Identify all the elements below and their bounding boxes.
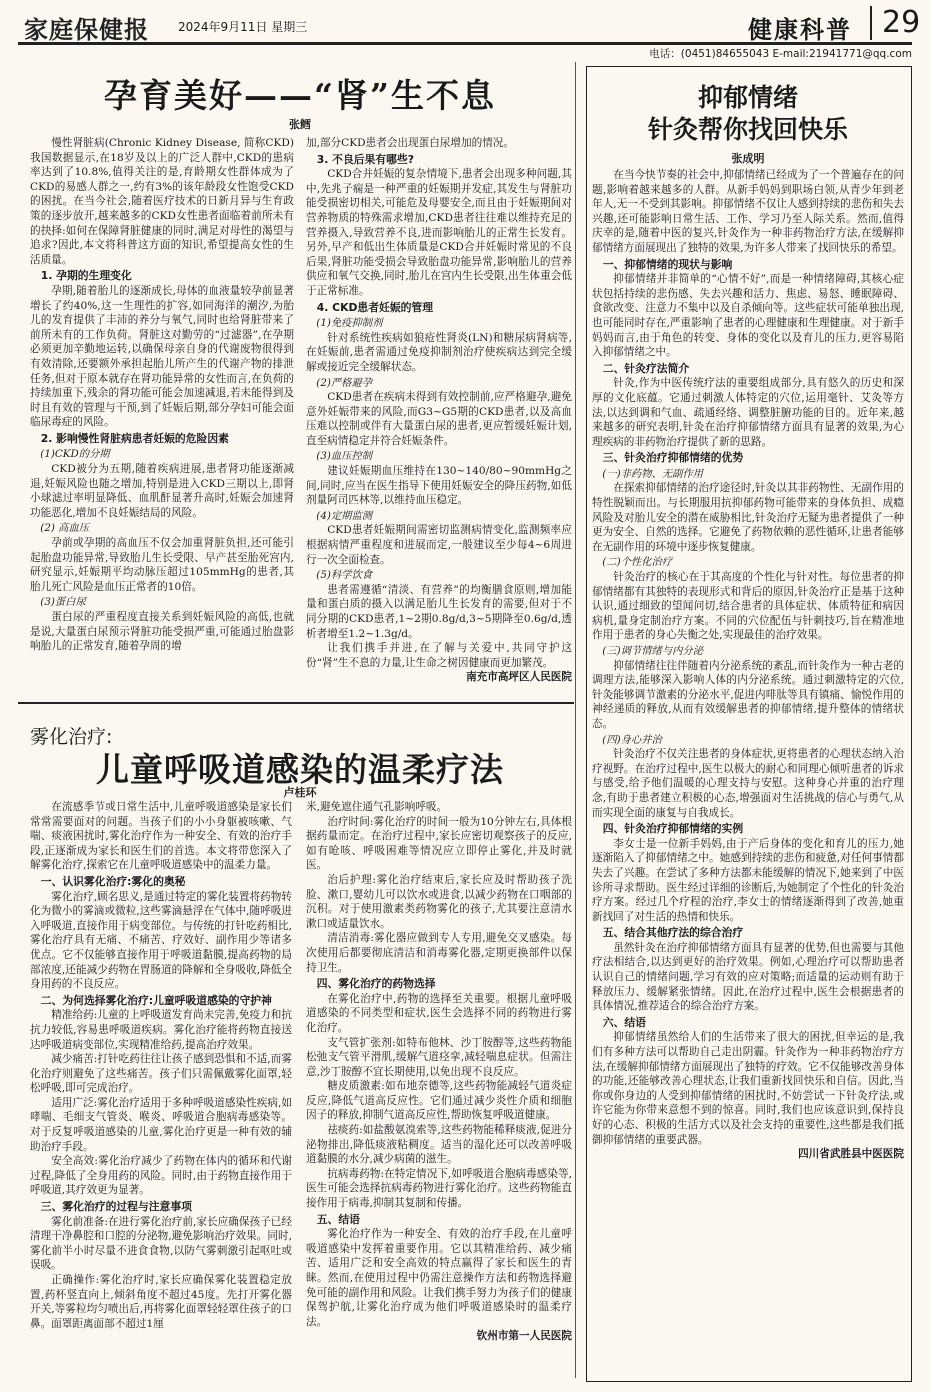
paragraph: 孕前或孕期的高血压不仅会加重肾脏负担,还可能引起胎盘功能异常,导致胎儿生长受限、早产甚至胎死宫内,研究显示,妊娠期平均动脉压超过105mmHg的患者,其胎儿死亡风险是血压正常者的10倍。 — [30, 537, 294, 593]
paragraph: 米,避免遮住通气孔影响呼吸。 — [306, 801, 448, 813]
section-heading: 四、雾化治疗的药物选择 — [316, 977, 436, 991]
article-1-title: 孕育美好——“肾”生不息 — [104, 76, 496, 115]
paragraph: 正确操作:雾化治疗时,家长应确保雾化装置稳定放置,药杯竖直向上,倾斜角度不超过45度。先打开雾化器开关,等雾粒均匀喷出后,再将雾化面罩轻轻罩住孩子的口鼻。面罩距离面部不超过1厘 — [30, 1274, 292, 1330]
paragraph: 患者需遵循“清淡、有营养”的均衡膳食原则,增加能量和蛋白质的摄入以满足胎儿生长发育的需要,但对于不同分期的CKD患者,1~2期0.8g/d,3~5期降至0.6g/d,透析者增至1.2~1.3g/d。 — [306, 583, 572, 640]
subsection-heading: (2)严格避孕 — [316, 376, 373, 389]
subsection-heading: (三)调节情绪与内分泌 — [602, 645, 704, 657]
section-heading: 3. 不良后果有哪些? — [316, 152, 415, 166]
paragraph: 孕期,随着胎儿的逐渐成长,母体的血液量较孕前显著增长了约40%,这一生理性的扩容,如同海洋的潮汐,为胎儿的发育提供了丰沛的养分与氧气,同时也给肾脏带来了前所未有的工作负荷。肾脏这对勤劳的“过滤器”,在孕期必须更加辛勤地运转,以确保母亲自身的代谢废物很得到有效清除,还要额外承担起胎儿所产生的代谢产物的排泄任务,但对于原本就存在肾功能异常的女性而言,在负荷的持续加重下,残余的肾功能可能会加速减退,若未能得到及时且有效的管理与干预,到了妊娠后期,部分孕妇可能会面临尿毒症的风险。 — [30, 284, 294, 429]
contact-info: 电话：(0451)84655043 E-mail:21941771@qq.com — [649, 48, 912, 60]
subsection-heading: (1)免疫抑制剂 — [316, 317, 383, 330]
subsection-heading: (2) 高血压 — [40, 522, 90, 535]
article-3-title-line-2: 针灸帮你找回快乐 — [647, 115, 848, 144]
paragraph: CKD患者妊娠期间需密切监测病情变化,监测频率应根据病情严重程度和进展而定,一般建议至少每4~6周进行一次全面检查。 — [306, 524, 572, 566]
article-2-kicker: 雾化治疗: — [30, 726, 113, 748]
section-heading: 五、结语 — [316, 1212, 360, 1226]
section-heading: 二、为何选择雾化治疗:儿童呼吸道感染的守护神 — [40, 993, 272, 1007]
paragraph: CKD合并妊娠的复杂情境下,患者会出现多种问题,其中,先兆子痫是一种严重的妊娠期并发症,其发生与肾脏功能受损密切相关,可能危及母婴安全,而且由于妊娠期间对营养物质的特殊需求增加,CKD患者往往难以维持充足的营养摄入,导致营养不良,进而影响胎儿的正常生长发育。另外,早产和低出生体质量是CKD合并妊娠时常见的不良后果,肾脏功能受损会导致胎盘功能异常,影响胎儿的营养供应和氧气交换,同时,胎儿在宫内生长受限,出生体重会低于正常标准。 — [306, 168, 572, 297]
subsection-heading: (一)非药物、无副作用 — [602, 467, 704, 480]
paragraph: 针灸治疗不仅关注患者的身体症状,更将患者的心理状态纳入治疗视野。在治疗过程中,医生以极大的耐心和同理心倾听患者的诉求与感受,给予他们温暖的心理支持与安慰。这种身心并重的治疗理念,有助于患者建立积极的心态,增强面对生活挑战的信心与勇气,从而实现全面的康复与自我成长。 — [592, 748, 904, 819]
section-heading: 二、针灸疗法简介 — [602, 361, 690, 375]
paragraph: 李女士是一位新手妈妈,由于产后身体的变化和育儿的压力,她逐渐陷入了抑郁情绪之中。她感到持续的悲伤和疲惫,对任何事情都失去了兴趣。在尝试了多种方法都未能缓解的情况下,她来到了中医诊所寻求帮助。医生经过详细的诊断后,为她制定了个性化的针灸治疗方案。经过几个疗程的治疗,李女士的情绪逐渐得到了改善,她重新找回了对生活的热情和快乐。 — [592, 837, 904, 923]
paragraph: 针对系统性疾病如狼疮性肾炎(LN)和糖尿病肾病等,在妊娠前,患者需通过免疫抑制剂治疗使疾病达到完全缓解或接近完全缓解状态。 — [306, 331, 572, 373]
paragraph: 建议妊娠期血压维持在130~140/80~90mmHg之间,同时,应当在医生指导下使用妊娠安全的降压药物,如低剂量阿司匹林等,以维持血压稳定。 — [306, 465, 572, 507]
paragraph: CKD患者在疾病未得到有效控制前,应严格避孕,避免意外妊娠带来的风险,而G3~G5期的CKD患者,以及高血压难以控制或伴有大量蛋白尿的患者,更应暂缓妊娠计划,直至病情稳定并符合妊娠条件。 — [306, 391, 572, 447]
paragraph: 虽然针灸在治疗抑郁情绪方面具有显著的优势,但也需要与其他疗法相结合,以达到更好的治疗效果。例如,心理治疗可以帮助患者认识自己的情绪问题,学习有效的应对策略;而适量的运动则有助于释放压力、缓解紧张情绪。因此,在治疗过程中,医生会根据患者的具体情况,推荐适合的综合治疗方案。 — [592, 941, 904, 1013]
section-heading: 1. 孕期的生理变化 — [40, 269, 132, 283]
masthead — [18, 5, 921, 44]
paragraph: 在流感季节或日常生活中,儿童呼吸道感染是家长们常常需要面对的问题。当孩子们的小小身躯被咳嗽、气喘、痰液困扰时,雾化治疗作为一种安全、有效的治疗手段,正逐渐成为家长和医生们的首选。本文将带您深入了解雾化治疗,探索它在儿童呼吸道感染中的温柔力量。 — [30, 801, 292, 872]
paragraph: 加,部分CKD患者会出现蛋白尿增加的情况。 — [306, 137, 514, 149]
paragraph: 雾化治疗作为一种安全、有效的治疗手段,在儿童呼吸道感染中发挥着重要作用。它以其精准给药、减少痛苦、适用广泛和安全高效的特点赢得了家长和医生的青睐。然而,在使用过程中仍需注意操作方法和药物选择避免可能的副作用和风险。让我们携手努力为孩子们的健康保驾护航,让雾化治疗成为他们呼吸道感染时的温柔疗法。 — [306, 1228, 572, 1328]
article-2-author: 卢桂环 — [283, 786, 317, 799]
subsection-heading: (4)定期监测 — [316, 509, 373, 522]
paragraph: 抗病毒药物:在特定情况下,如呼吸道合胞病毒感染等,医生可能会选择抗病毒药物进行雾化治疗。这些药物能直接作用于病毒,抑制其复制和传播。 — [306, 1167, 572, 1210]
paragraph: 治疗时间:雾化治疗的时间一般为10分钟左右,具体根据药量而定。在治疗过程中,家长应密切观察孩子的反应,如有呛咳、呼吸困难等情况应立即停止雾化,并及时就医。 — [306, 815, 572, 872]
paragraph: 在雾化治疗中,药物的选择至关重要。根据儿童呼吸道感染的不同类型和症状,医生会选择不同的药物进行雾化治疗。 — [306, 992, 572, 1034]
subsection-heading: (四)身心并治 — [602, 733, 662, 746]
paragraph: 抑郁情绪并非简单的“心情不好”,而是一种情绪障碍,其核心症状包括持续的悲伤感、失去兴趣和活力、焦虑、易怒、睡眠障碍、食欲改变、注意力不集中以及自杀倾向等。这些症状可能单独出现,也可能同时存在,严重影响了患者的心理健康和生理健康。对于新手妈妈而言,由于角色的转变、身体的变化以及育儿的压力,更容易陷入抑郁情绪之中。 — [592, 273, 904, 359]
issue-date: 2024年9月11日 星期三 — [178, 20, 308, 34]
section-heading: 4. CKD患者妊娠的管理 — [316, 300, 433, 314]
paragraph: 精准给药:儿童的上呼吸道发育尚未完善,免疫力和抗抗力较低,容易患呼吸道疾病。雾化治疗能将药物直接送达呼吸道病变部位,实现精准给药,提高治疗效果。 — [30, 1009, 292, 1051]
article-2-column-2 — [306, 800, 572, 1372]
author-affiliation: 四川省武胜县中医医院 — [798, 1148, 904, 1161]
section-heading: 四、针灸治疗抑郁情绪的实例 — [602, 822, 744, 836]
section-heading: 2. 影响慢性肾脏病患者妊娠的危险因素 — [40, 431, 229, 445]
paragraph: 雾化治疗,顾名思义,是通过特定的雾化装置将药物转化为微小的雾滴或微粒,这些雾滴悬浮在气体中,随呼吸进入呼吸道,直接作用于病变部位。与传统的打针吃药相比,雾化治疗具有无痛、不痛苦、疗效好、副作用少等诸多优点。它不仅能够直接作用于呼吸道黏膜,提高药物的局部浓度,还能减少药物在胃肠道的降解和全身吸收,降低全身用药的不良反应。 — [30, 890, 292, 991]
paragraph: CKD被分为五期,随着疾病进展,患者肾功能逐渐减退,妊娠风险也随之增加,特别是进入CKD三期以上,即肾小球滤过率明显降低、血肌酐显著升高时,妊娠会加速肾功能恶化,增加不良妊娠结局的风险。 — [30, 463, 294, 519]
section-heading: 三、针灸治疗抑郁情绪的优势 — [602, 451, 744, 465]
article-1-author: 张鳕 — [289, 118, 311, 131]
section-heading: 三、雾化治疗的过程与注意事项 — [40, 1200, 192, 1214]
article-3-title — [590, 82, 906, 146]
article-divider — [18, 702, 574, 704]
paragraph: 清洁消毒:雾化器应做到专人专用,避免交叉感染。每次使用后都要彻底清洁和消毒雾化器,定期更换部件以保持卫生。 — [306, 932, 572, 974]
article-1-column-2 — [306, 136, 572, 692]
paragraph: 在探索抑郁情绪的治疗途径时,针灸以其非药物性、无副作用的特性脱颖而出。与长期服用抗抑郁药物可能带来的身体负担、成瘾风险及对胎儿安全的潜在威胁相比,针灸治疗无疑为患者提供了一种更为安全、自然的选择。它避免了药物依赖的恶性循环,让患者能够在无副作用的环境中逐步恢复健康。 — [592, 482, 904, 553]
author-affiliation: 南充市高坪区人民医院 — [466, 671, 572, 684]
paragraph: 治后护理:雾化治疗结束后,家长应及时帮助孩子洗脸、漱口,婴幼儿可以饮水或进食,以减少药物在口咽部的沉积。对于使用激素类药物雾化的孩子,尤其要注意清水漱口或适量饮水。 — [306, 873, 572, 930]
article-3-author: 张成明 — [731, 152, 765, 165]
paragraph: 让我们携手并进,在了解与关爱中,共同守护这份“肾”生不息的力量,让生命之树因健康而更加繁茂。 — [306, 642, 572, 669]
paragraph: 抑郁情绪虽然给人们的生活带来了很大的困扰,但幸运的是,我们有多种方法可以帮助自己走出阴霾。针灸作为一种非药物治疗方法,在缓解抑郁情绪方面展现出了独特的疗效。它不仅能够改善身体的功能,还能够改善心理状态,让我们重新找回快乐和自信。因此,当你或你身边的人受到抑郁情绪的困扰时,不妨尝试一下针灸疗法,或许它能为你带来意想不到的惊喜。同时,我们也应该意识到,保持良好的心态、积极的生活方式以及社会支持的重要性,这些都是我们抵御抑郁情绪的重要武器。 — [592, 1031, 904, 1146]
paragraph: 雾化前准备:在进行雾化治疗前,家长应确保孩子已经清理干净鼻腔和口腔的分泌物,避免影响治疗效果。同时,雾化前半小时尽量不进食食物,以防气雾刺激引起呕吐或误吸。 — [30, 1215, 292, 1272]
paragraph: 糖皮质激素:如布地奈德等,这些药物能减轻气道炎症反应,降低气道高反应性。它们通过减少炎性介质和细胞因子的释放,抑制气道高反应性,帮助恢复呼吸道健康。 — [306, 1080, 572, 1122]
subsection-heading: (3)蛋白尿 — [40, 596, 86, 609]
paragraph: 支气管扩张剂:如特布他林、沙丁胺醇等,这些药物能松弛支气管平滑肌,缓解气道痉挛,减轻喘息症状。但需注意,沙丁胺醇不宜长期使用,以免出现不良反应。 — [306, 1036, 572, 1078]
paragraph: 蛋白尿的严重程度直接关系到妊娠风险的高低,也就是说,大量蛋白尿预示肾脏功能受损严重,可能通过胎盘影响胎儿的正常发育,随着孕周的增 — [30, 611, 294, 653]
paper-name: 家庭保健报 — [24, 16, 149, 44]
paragraph: 慢性肾脏病(Chronic Kidney Disease, 简称CKD)我国数据显示,在18岁及以上的广泛人群中,CKD的患病率达到了10.8%,值得关注的是,育龄期女性群体成为了CKD的易感人群之一,约有3%的该年龄段女性饱受CKD的困扰。在当今社会,随着医疗技术的日新月异与生育政策的逐步放开,越来越多的CKD女性患者面临着前所未有的抉择:如何在保障肾脏健康的同时,满足对母性的渴望与追求?因此,本文将科普这方面的知识,希望提高女性的生活质量。 — [30, 137, 294, 266]
subsection-heading: (1)CKD的分期 — [40, 448, 110, 461]
section-heading: 一、认识雾化治疗:雾化的奥秘 — [40, 874, 186, 888]
subsection-heading: (3)血压控制 — [316, 450, 373, 463]
paragraph: 在当今快节奏的社会中,抑郁情绪已经成为了一个普遍存在的问题,影响着越来越多的人群。从新手妈妈到职场白领,从青少年到老年人,无一不受到其影响。抑郁情绪不仅让人感到持续的悲伤和失去兴趣,还可能影响日常生活、工作、学习乃至人际关系。然而,值得庆幸的是,随着中医的复兴,针灸作为一种非药物治疗方法,在缓解抑郁情绪方面展现出了独特的效果,为许多人带来了找回快乐的希望。 — [592, 169, 904, 254]
section-name: 健康科普 — [748, 15, 852, 44]
paragraph: 针灸治疗的核心在于其高度的个性化与针对性。每位患者的抑郁情绪都有其独特的表现形式和背后的原因,针灸治疗正是基于这种认识,通过细致的望闻问切,结合患者的具体症状、体质特征和病因病机,量身定制治疗方案。不同的穴位配伍与针刺技巧,旨在精准地作用于患者的身心失衡之处,实现最佳的治疗效果。 — [592, 571, 904, 642]
masthead-rule — [18, 42, 912, 45]
paragraph: 适用广泛:雾化治疗适用于多种呼吸道感染性疾病,如哮喘、毛细支气管炎、喉炎、呼吸道合胞病毒感染等。对于反复呼吸道感染的儿童,雾化治疗更是一种有效的辅助治疗手段。 — [30, 1096, 292, 1153]
author-affiliation: 钦州市第一人民医院 — [476, 1330, 572, 1343]
paragraph: 安全高效:雾化治疗减少了药物在体内的循环和代谢过程,降低了全身用药的风险。同时,由于药物直接作用于呼吸道,其疗效更为显著。 — [30, 1155, 292, 1197]
article-2-column-1 — [30, 800, 292, 1372]
article-3-body — [592, 168, 904, 1368]
paragraph: 减少痛苦:打针吃药往往让孩子感到恐惧和不适,而雾化治疗则避免了这些痛苦。孩子们只需佩戴雾化面罩,轻松呼吸,即可完成治疗。 — [30, 1053, 292, 1095]
paragraph: 针灸,作为中医传统疗法的重要组成部分,具有悠久的历史和深厚的文化底蕴。它通过刺激人体特定的穴位,运用毫针、艾灸等方法,以达到调和气血、疏通经络、调整脏腑功能的目的。近年来,越来越多的研究表明,针灸在治疗抑郁情绪方面具有显著的效果,为心理疾病的非药物治疗提供了新的思路。 — [592, 377, 904, 448]
article-1-column-1 — [30, 136, 294, 692]
section-heading: 六、结语 — [602, 1015, 646, 1029]
article-2-title: 儿童呼吸道感染的温柔疗法 — [96, 750, 504, 789]
paragraph: 祛痰药:如盐酸氨溴索等,这些药物能稀释痰液,促进分泌物排出,降低痰液粘稠度。适当的湿化还可以改善呼吸道黏膜的水分,减少病菌的滋生。 — [306, 1124, 572, 1166]
article-3-title-line-1: 抑郁情绪 — [697, 83, 798, 112]
section-heading: 五、结合其他疗法的综合治疗 — [602, 926, 744, 940]
page-number: 29 — [870, 6, 920, 40]
subsection-heading: (二)个性化治疗 — [602, 556, 673, 569]
column-divider — [575, 62, 576, 1378]
paragraph: 抑郁情绪往往伴随着内分泌系统的紊乱,而针灸作为一种古老的调理方法,能够深入影响人体的内分泌系统。通过刺激特定的穴位,针灸能够调节激素的分泌水平,促进内啡肽等具有镇痛、愉悦作用的神经递质的释放,从而有效缓解患者的抑郁情绪,提升整体的情绪状态。 — [592, 659, 904, 730]
section-heading: 一、抑郁情绪的现状与影响 — [602, 257, 733, 271]
subsection-heading: (5)科学饮食 — [316, 569, 373, 582]
